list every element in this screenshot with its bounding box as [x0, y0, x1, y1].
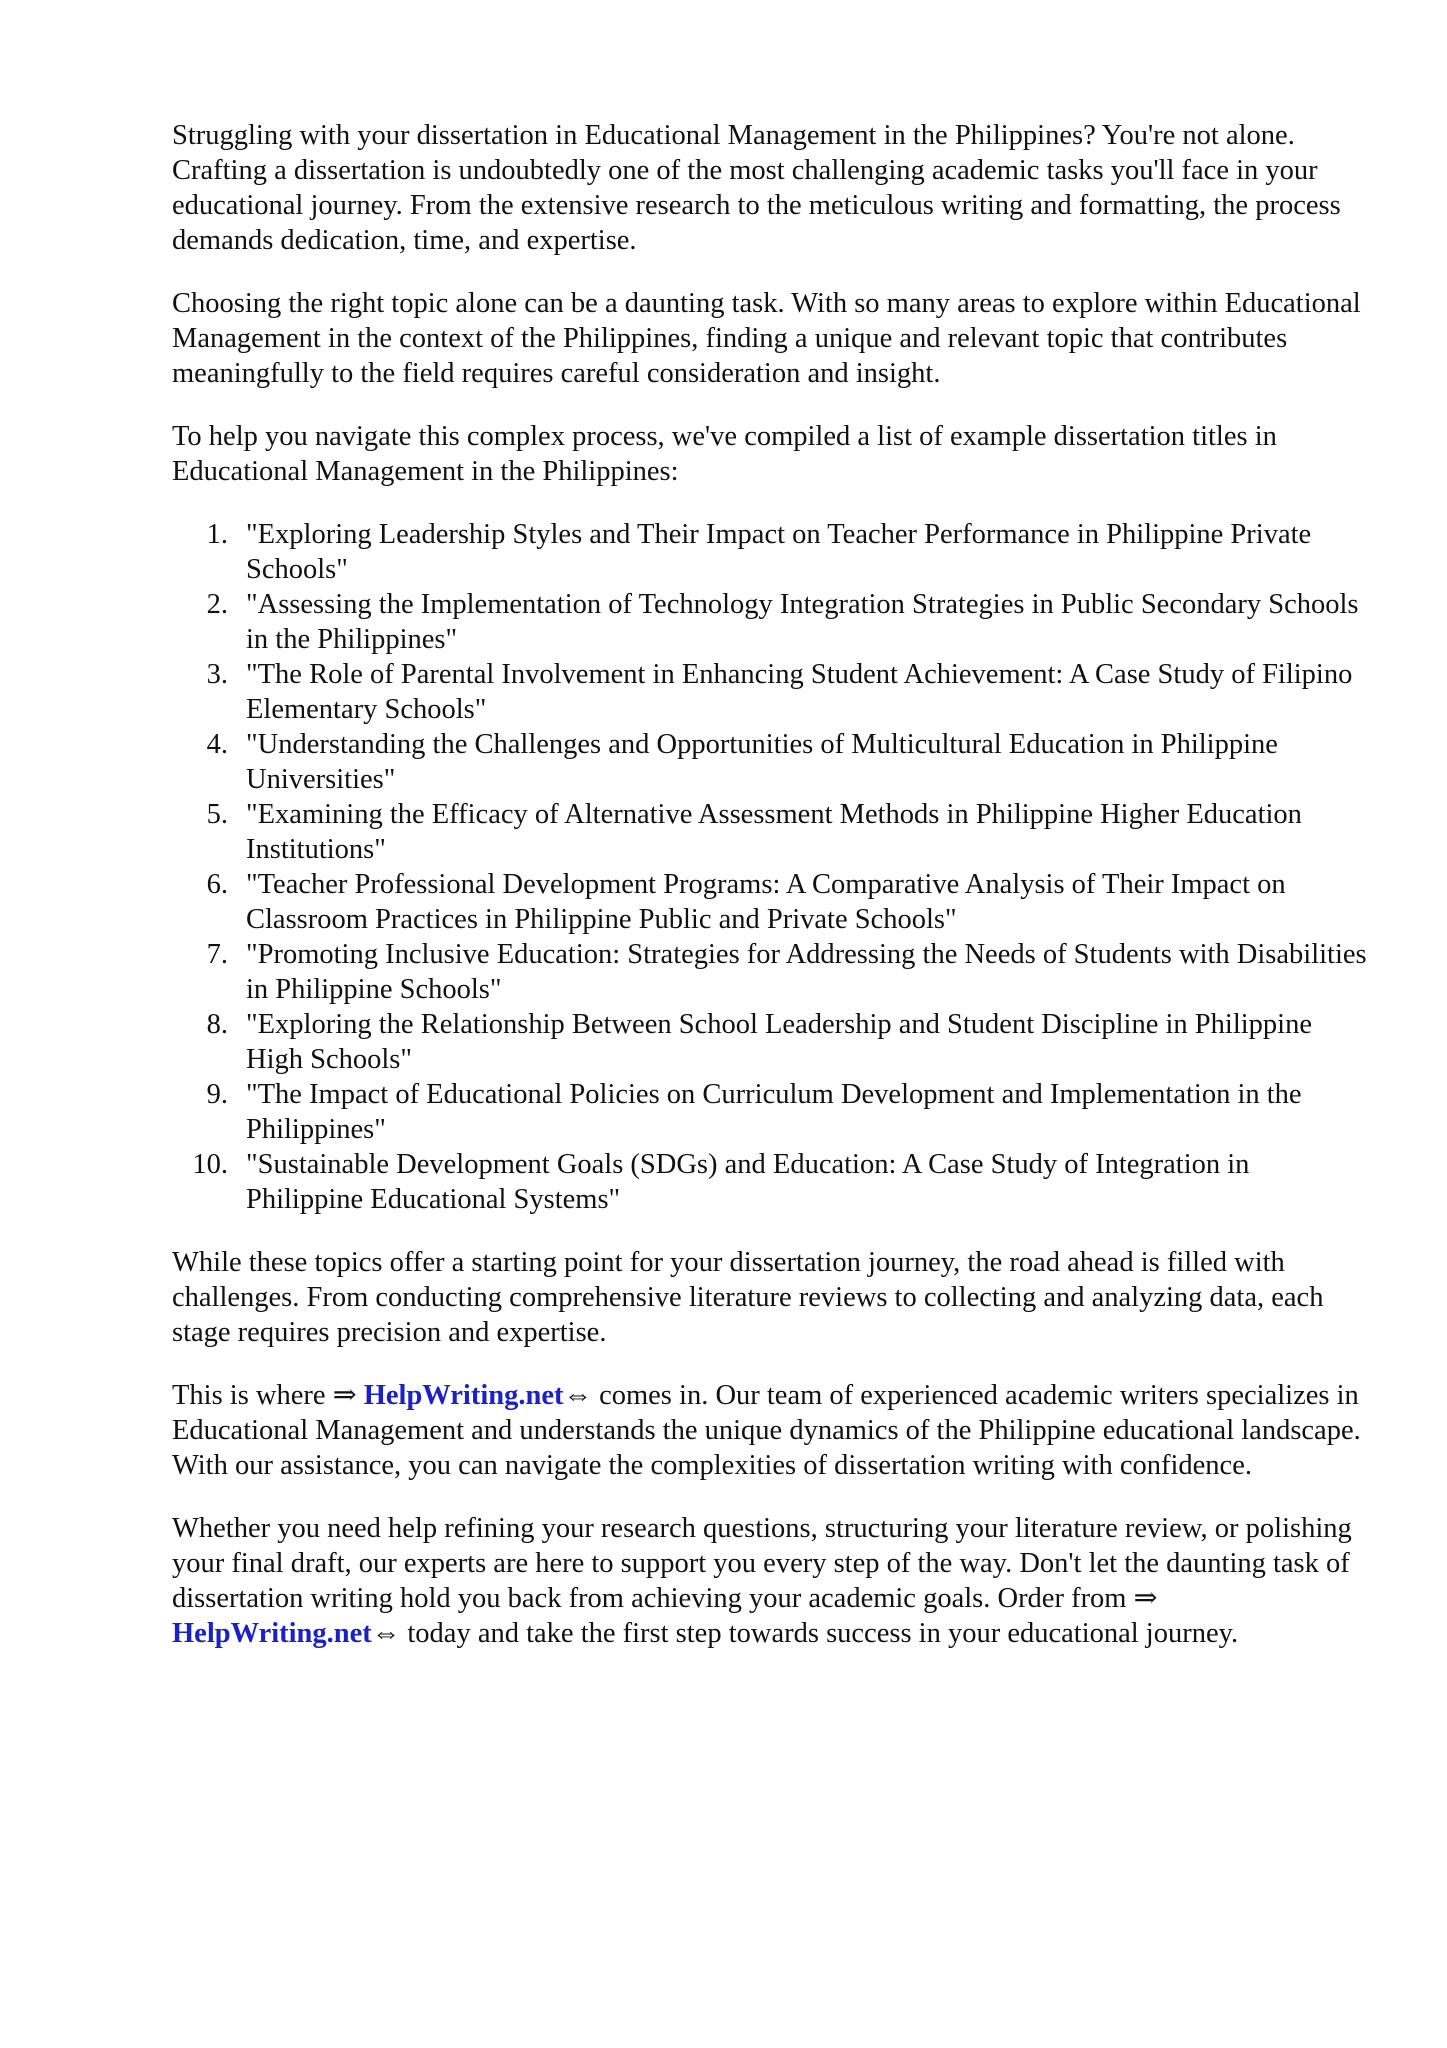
list-item-text: "Teacher Professional Development Programs: A Comparative Analysis of Their Impact on Classroom Practices in Philippine Public and Private Schools": [246, 869, 1286, 935]
right-double-arrow-icon: ⇒: [1133, 1583, 1158, 1614]
service-text-before: This is where: [172, 1380, 333, 1411]
list-item-text: "The Impact of Educational Policies on Curriculum Development and Implementation in the Philippines": [246, 1079, 1302, 1145]
challenges-paragraph: While these topics offer a starting point for your dissertation journey, the road ahead is filled with challenges. From conducting comprehensive literature reviews to collecting and analyzing data, each stage requires precision and expertise.: [172, 1247, 1324, 1348]
list-item-number: 10.: [192, 1149, 228, 1180]
list-item-text: "Sustainable Development Goals (SDGs) and Education: A Case Study of Integration in Philippine Educational Systems": [246, 1149, 1250, 1215]
list-item-number: 6.: [206, 869, 228, 900]
list-item-text: "Promoting Inclusive Education: Strategies for Addressing the Needs of Students with Disabilities in Philippine Schools": [246, 939, 1367, 1005]
document-body: [172, 118, 1372, 1679]
list-item-text: "Assessing the Implementation of Technology Integration Strategies in Public Secondary Schools in the Philippines": [246, 589, 1359, 655]
list-item-text: "Examining the Efficacy of Alternative Assessment Methods in Philippine Higher Education Institutions": [246, 799, 1302, 865]
list-item: [172, 517, 1372, 587]
closing-text-after: today and take the first step towards success in your educational journey.: [400, 1618, 1239, 1649]
list-item-text: "The Role of Parental Involvement in Enhancing Student Achievement: A Case Study of Filipino Elementary Schools": [246, 659, 1353, 725]
list-item-text: "Understanding the Challenges and Opportunities of Multicultural Education in Philippine Universities": [246, 729, 1278, 795]
helpwriting-link[interactable]: HelpWriting.net: [172, 1618, 372, 1649]
list-item: [172, 867, 1372, 937]
intro-paragraph: Struggling with your dissertation in Educational Management in the Philippines? You're not alone. Crafting a dissertation is undoubtedly one of the most challenging academic tasks you'll face in your educational journey. From the extensive research to the meticulous writing and formatting, the process demands dedication, time, and expertise.: [172, 120, 1341, 256]
list-item-number: 5.: [206, 799, 228, 830]
right-double-arrow-icon: ⇒: [332, 1380, 364, 1411]
service-text-after: comes in. Our team of experienced academic writers specializes in Educational Management and understands the unique dynamics of the Philippine educational landscape. With our assistance, you can navigate the complexities of dissertation writing with confidence.: [172, 1380, 1361, 1481]
topic-paragraph: Choosing the right topic alone can be a daunting task. With so many areas to explore within Educational Management in the context of the Philippines, finding a unique and relevant topic that contributes meaningfully to the field requires careful consideration and insight.: [172, 288, 1361, 389]
list-item-number: 7.: [206, 939, 228, 970]
list-item: [172, 797, 1372, 867]
list-item: [172, 1007, 1372, 1077]
dissertation-titles-list: [172, 517, 1372, 1217]
list-item-text: "Exploring Leadership Styles and Their Impact on Teacher Performance in Philippine Private Schools": [246, 519, 1312, 585]
list-intro-paragraph: To help you navigate this complex process, we've compiled a list of example dissertation titles in Educational Management in the Philippines:: [172, 421, 1277, 487]
helpwriting-link[interactable]: HelpWriting.net: [363, 1380, 564, 1411]
list-item-number: 4.: [206, 729, 228, 760]
list-item-number: 9.: [206, 1079, 228, 1110]
list-item-text: "Exploring the Relationship Between School Leadership and Student Discipline in Philippine High Schools": [246, 1009, 1312, 1075]
list-item-number: 3.: [206, 659, 228, 690]
service-paragraph: [172, 1378, 1372, 1483]
closing-paragraph: [172, 1511, 1372, 1651]
left-right-double-arrow-icon: ⇔: [371, 1618, 401, 1649]
list-item: [172, 1147, 1372, 1217]
list-item: [172, 727, 1372, 797]
list-item: [172, 1077, 1372, 1147]
list-item: [172, 937, 1372, 1007]
list-item: [172, 657, 1372, 727]
list-item-number: 1.: [206, 519, 228, 550]
list-item-number: 2.: [206, 589, 228, 620]
left-right-double-arrow-icon: ⇔: [563, 1380, 592, 1411]
closing-text-before: Whether you need help refining your research questions, structuring your literature review, or polishing your final draft, our experts are here to support you every step of the way. Don't let the daunting task of dissertation writing hold you back from achieving your academic goals. Order from: [172, 1513, 1352, 1614]
list-item: [172, 587, 1372, 657]
list-item-number: 8.: [206, 1009, 228, 1040]
